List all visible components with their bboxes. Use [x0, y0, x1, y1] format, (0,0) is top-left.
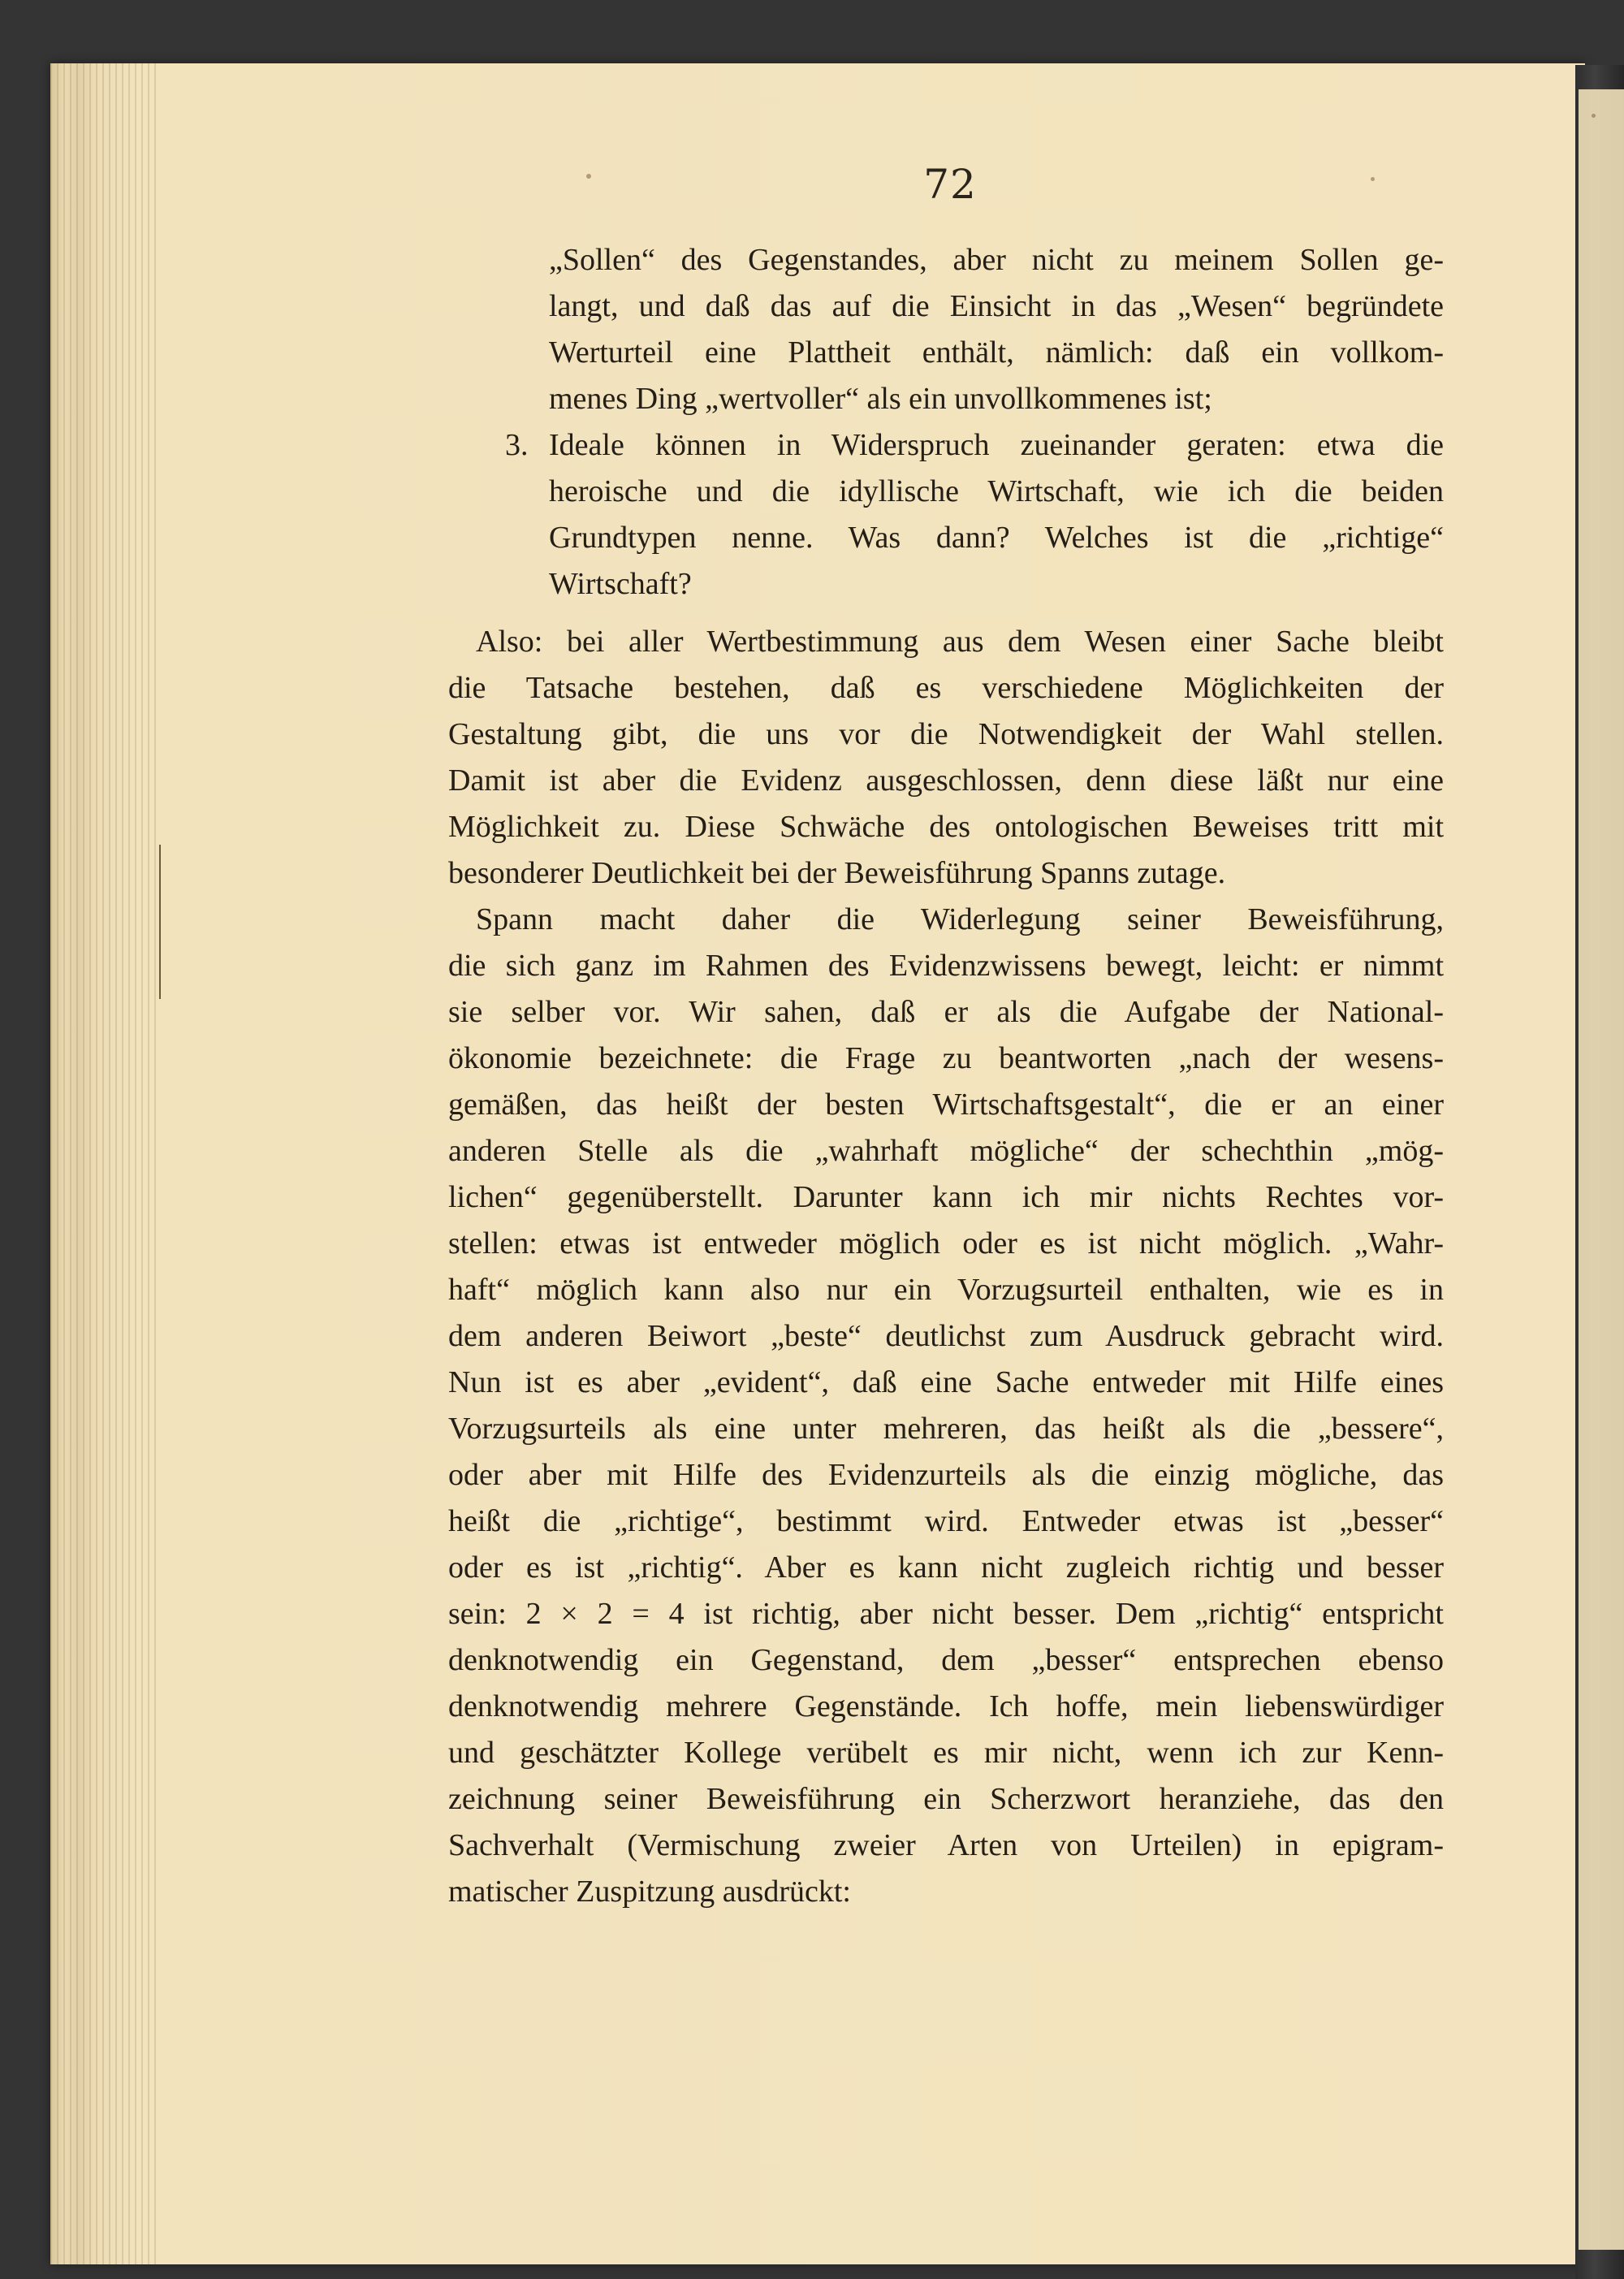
text-line: oder aber mit Hilfe des Evidenzurteils als die einzig mögliche, das	[448, 1458, 1444, 1492]
body-text	[448, 237, 1444, 1915]
text-line: ökonomie bezeichnete: die Frage zu beantworten „nach der wesens-	[448, 1041, 1444, 1075]
text-line: heißt die „richtige“, bestimmt wird. Entweder etwas ist „besser“	[448, 1504, 1444, 1538]
text-line: lichen“ gegenüberstellt. Darunter kann ich mir nichts Rechtes vor-	[448, 1180, 1444, 1214]
paragraph-2	[448, 897, 1444, 1915]
page-number: 72	[923, 161, 977, 208]
text-line: Ideale können in Widerspruch zueinander geraten: etwa die	[549, 428, 1444, 462]
text-line: Gestaltung gibt, die uns vor die Notwendigkeit der Wahl stellen.	[448, 717, 1444, 751]
text-line: sein: 2 × 2 = 4 ist richtig, aber nicht besser. Dem „richtig“ entspricht	[448, 1597, 1444, 1631]
paper-spot	[1371, 177, 1375, 181]
text-line: zeichnung seiner Beweisführung ein Scherzwort heranziehe, das den	[448, 1782, 1444, 1816]
text-line: menes Ding „wertvoller“ als ein unvollkommenes ist;	[549, 382, 1212, 416]
paragraph-1	[448, 619, 1444, 897]
text-line: „Sollen“ des Gegenstandes, aber nicht zu meinem Sollen ge-	[549, 243, 1444, 277]
facing-page-sliver	[1579, 89, 1624, 2250]
text-line: matischer Zuspitzung ausdrückt:	[448, 1875, 851, 1909]
list-number: 3.	[505, 428, 529, 462]
text-line: langt, und daß das auf die Einsicht in das „Wesen“ begründete	[549, 289, 1444, 323]
text-line: anderen Stelle als die „wahrhaft mögliche“ der schechthin „mög-	[448, 1134, 1444, 1168]
text-line: haft“ möglich kann also nur ein Vorzugsurteil enthalten, wie es in	[448, 1273, 1444, 1307]
text-line: Grundtypen nenne. Was dann? Welches ist die „richtige“	[549, 521, 1444, 555]
text-line: gemäßen, das heißt der besten Wirtschaftsgestalt“, die er an einer	[448, 1088, 1444, 1122]
text-line: denknotwendig ein Gegenstand, dem „besser“ entsprechen ebenso	[448, 1643, 1444, 1677]
text-line: stellen: etwas ist entweder möglich oder es ist nicht möglich. „Wahr-	[448, 1226, 1444, 1261]
text-line: die sich ganz im Rahmen des Evidenzwissens bewegt, leicht: er nimmt	[448, 949, 1444, 983]
list-continuation	[549, 237, 1444, 422]
text-line: Werturteil eine Plattheit enthält, nämlich: daß ein vollkom-	[549, 335, 1444, 370]
text-line: Möglichkeit zu. Diese Schwäche des ontologischen Beweises tritt mit	[448, 810, 1444, 844]
binding-mark	[159, 845, 161, 999]
text-line: und geschätzter Kollege verübelt es mir nicht, wenn ich zur Kenn-	[448, 1736, 1444, 1770]
text-line: dem anderen Beiwort „beste“ deutlichst zum Ausdruck gebracht wird.	[448, 1319, 1444, 1353]
text-line: oder es ist „richtig“. Aber es kann nicht zugleich richtig und besser	[448, 1550, 1444, 1585]
text-line: sie selber vor. Wir sahen, daß er als die Aufgabe der National-	[448, 995, 1444, 1029]
text-line: Damit ist aber die Evidenz ausgeschlossen, denn diese läßt nur eine	[448, 763, 1444, 798]
text-line: Also: bei aller Wertbestimmung aus dem Wesen einer Sache bleibt	[476, 625, 1444, 659]
text-line: Wirtschaft?	[549, 567, 692, 601]
text-line: denknotwendig mehrere Gegenstände. Ich hoffe, mein liebenswürdiger	[448, 1689, 1444, 1723]
paper-spot	[1592, 114, 1596, 118]
text-line: Spann macht daher die Widerlegung seiner Beweisführung,	[476, 902, 1444, 936]
paper-spot	[586, 174, 591, 179]
text-line: besonderer Deutlichkeit bei der Beweisführung Spanns zutage.	[448, 856, 1226, 890]
text-line: heroische und die idyllische Wirtschaft, wie ich die beiden	[549, 474, 1444, 508]
text-line: Vorzugsurteils als eine unter mehreren, das heißt als die „bessere“,	[448, 1412, 1444, 1446]
text-line: die Tatsache bestehen, daß es verschiedene Möglichkeiten der	[448, 671, 1444, 705]
text-line: Sachverhalt (Vermischung zweier Arten von Urteilen) in epigram-	[448, 1828, 1444, 1862]
page-edge-stack	[50, 63, 156, 2264]
list-item-3	[505, 422, 1444, 608]
text-line: Nun ist es aber „evident“, daß eine Sache entweder mit Hilfe eines	[448, 1365, 1444, 1399]
